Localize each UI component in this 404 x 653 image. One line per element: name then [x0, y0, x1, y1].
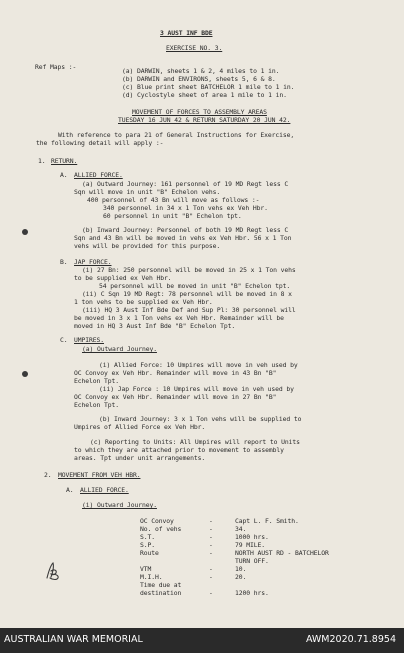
table-key: S.P. [140, 541, 155, 549]
table-key: Route [140, 549, 159, 557]
section-1-number: 1. [38, 157, 46, 165]
jap-title: JAP FORCE. [74, 258, 112, 266]
umpires-line: (i) Allied Force: 10 Umpires will move in veh used by [99, 361, 298, 369]
jap-line: (iii) HQ 3 Aust Inf Bde Def and Sup Pl: 30 personnel will [82, 306, 296, 314]
jap-letter: B. [60, 258, 68, 266]
umpires-line: Echelon Tpt. [74, 401, 119, 409]
table-value: Capt L. F. Smith. [235, 517, 299, 525]
table-key: OC Convoy [140, 517, 174, 525]
section-2-number: 2. [44, 471, 52, 479]
table-value: 34. [235, 525, 247, 533]
jap-line: moved in HQ 3 Aust Inf Bde "B" Echelon Tpt. [74, 322, 236, 330]
unit-heading: 3 AUST INF BDE [160, 29, 213, 37]
umpires-outward: (a) Outward Journey. [82, 345, 157, 353]
handwritten-initials [44, 560, 66, 582]
table-key: Time due at [140, 581, 182, 589]
umpires-reporting: (c) Reporting to Units: All Umpires will report to Units [90, 438, 300, 446]
allied-inward: vehs will be provided for this purpose. [74, 242, 221, 250]
section-2-title: MOVEMENT FROM VEH HBR. [58, 471, 141, 479]
allied-title: ALLIED FORCE. [74, 171, 123, 179]
table-dash: - [209, 541, 213, 549]
jap-line: 54 personnel will be moved in unit "B" Echelon tpt. [99, 282, 291, 290]
movement-title-1: MOVEMENT OF FORCES TO ASSEMBLY AREAS [132, 108, 267, 116]
umpires-letter: C. [60, 336, 68, 344]
umpires-reporting: to which they are attached prior to movement to assembly [74, 446, 284, 454]
ref-map-a: (a) DARWIN, sheets 1 & 2, 4 miles to 1 in. [122, 67, 280, 75]
table-dash: - [209, 517, 213, 525]
table-value: NORTH AUST RD - BATCHELOR [235, 549, 329, 557]
table-value: 1000 hrs. [235, 533, 269, 541]
jap-line: be moved in 3 x 1 Ton vehs ex Veh Hbr. Remainder will be [74, 314, 284, 322]
table-dash: - [209, 589, 213, 597]
intro-line-2: the following detail will apply :- [36, 139, 164, 147]
allied-inward: (b) Inward Journey: Personnel of both 19 MD Regt less C [82, 226, 289, 234]
jap-line: to be supplied ex Veh Hbr. [74, 274, 172, 282]
table-key: M.I.H. [140, 573, 163, 581]
allied-line: 400 personnel of 43 Bn will move as follows :- [87, 196, 260, 204]
allied-line: Sqn will move in unit "B" Echelon vehs. [74, 188, 221, 196]
umpires-line: (ii) Jap Force : 10 Umpires will move in veh used by [99, 385, 294, 393]
umpires-inward: (b) Inward Journey: 3 x 1 Ton vehs will be supplied to [99, 415, 302, 423]
intro-line-1: With reference to para 21 of General Instructions for Exercise, [58, 131, 295, 139]
table-key: No. of vehs [140, 525, 182, 533]
s2-outward: (i) Outward Journey. [82, 501, 157, 509]
allied-line: 340 personnel in 34 x 1 Ton vehs ex Veh Hbr. [103, 204, 268, 212]
jap-line: (ii) C Sqn 19 MD Regt: 78 personnel will be moved in 8 x [82, 290, 292, 298]
umpires-title: UMPIRES. [74, 336, 104, 344]
umpires-line: Echelon Tpt. [74, 377, 119, 385]
umpires-inward: Umpires of Allied Force ex Veh Hbr. [74, 423, 206, 431]
allied-letter: A. [60, 171, 68, 179]
exercise-title: EXERCISE NO. 3. [166, 44, 223, 52]
table-dash: - [209, 525, 213, 533]
jap-line: 1 ton vehs to be supplied ex Veh Hbr. [74, 298, 213, 306]
table-value: 1200 hrs. [235, 589, 269, 597]
table-value: 79 MILE. [235, 541, 265, 549]
archive-footer [0, 628, 404, 653]
umpires-line: OC Convoy ex Veh Hbr. Remainder will move in 27 Bn "B" [74, 393, 277, 401]
s2-allied-title: ALLIED FORCE. [80, 486, 129, 494]
s2-allied-letter: A. [66, 486, 74, 494]
umpires-line: OC Convoy ex Veh Hbr. Remainder will move in 43 Bn "B" [74, 369, 277, 377]
table-key: S.T. [140, 533, 155, 541]
ref-map-b: (b) DARWIN and ENVIRONS, sheets 5, 6 & 8. [122, 75, 276, 83]
jap-line: (i) 27 Bn: 250 personnel will be moved in 25 x 1 Ton vehs [82, 266, 296, 274]
ref-map-d: (d) Cyclostyle sheet of area 1 mile to 1 in. [122, 91, 287, 99]
table-dash: - [209, 549, 213, 557]
footer-accession: AWM2020.71.8954 [305, 634, 396, 645]
table-key: VTM [140, 565, 152, 573]
allied-line: 60 personnel in unit "B" Echelon tpt. [103, 212, 242, 220]
movement-title-2: TUESDAY 16 JUN 42 & RETURN SATURDAY 20 JUN 42. [118, 116, 291, 124]
table-dash: - [209, 573, 213, 581]
table-dash: - [209, 565, 213, 573]
ref-map-c: (c) Blue print sheet BATCHELOR 1 mile to 1 in. [122, 83, 295, 91]
punch-hole [22, 371, 28, 377]
umpires-reporting: areas. Tpt under unit arrangements. [74, 454, 206, 462]
table-value: 10. [235, 565, 247, 573]
table-dash: - [209, 533, 213, 541]
table-value: 20. [235, 573, 247, 581]
allied-inward: Sqn and 43 Bn will be moved in vehs ex Veh Hbr. 56 x 1 Ton [74, 234, 292, 242]
allied-line: (a) Outward Journey: 161 personnel of 19 MD Regt less C [82, 180, 289, 188]
footer-source: AUSTRALIAN WAR MEMORIAL [4, 634, 143, 645]
ref-maps-label: Ref Maps :- [35, 63, 77, 71]
section-1-title: RETURN. [51, 157, 78, 165]
table-value: TURN OFF. [235, 557, 269, 565]
punch-hole [22, 229, 28, 235]
table-key: destination [140, 589, 182, 597]
